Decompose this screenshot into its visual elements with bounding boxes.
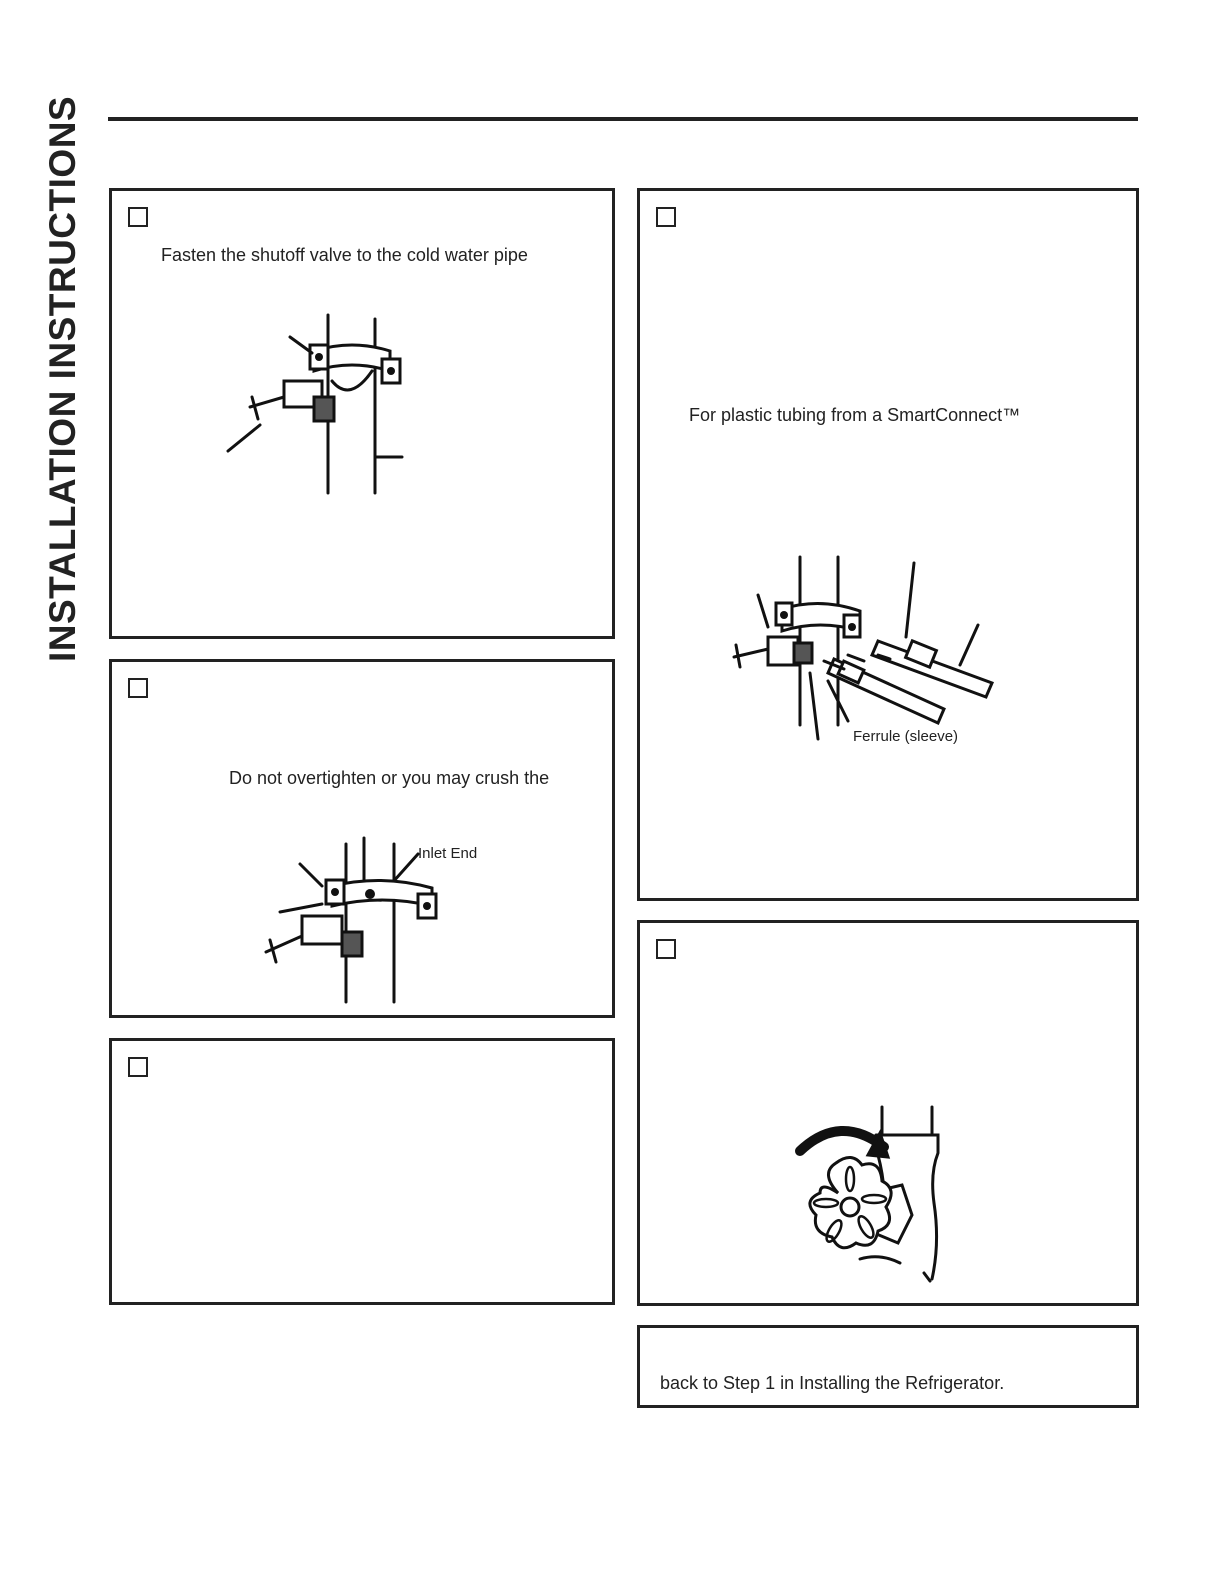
shutoff-valve-illustration <box>222 309 422 509</box>
note-text: back to Step 1 in Installing the Refrigerator. <box>660 1373 1005 1393</box>
clamp-illustration <box>262 834 462 1014</box>
header-rule <box>108 117 1138 121</box>
note-panel <box>637 1325 1139 1408</box>
step-text: Fasten the shutoff valve to the cold water pipe <box>161 245 528 265</box>
ferrule-label: Ferrule (sleeve) <box>853 728 959 745</box>
step-checkbox[interactable] <box>128 678 148 698</box>
step-checkbox[interactable] <box>128 207 148 227</box>
valve-handle-illustration <box>790 1103 960 1283</box>
step-checkbox[interactable] <box>656 207 676 227</box>
step-checkbox[interactable] <box>128 1057 148 1077</box>
step-panel-open-valve <box>637 920 1139 1306</box>
step-panel-tighten-clamp <box>109 659 615 1018</box>
step-text: For plastic tubing from a SmartConnect™ <box>689 405 1021 425</box>
step-panel-fasten-valve <box>109 188 615 639</box>
step-panel-connect-tubing <box>637 188 1139 901</box>
step-text: Do not overtighten or you may crush the <box>229 768 550 788</box>
inlet-end-label: Inlet End <box>418 845 478 862</box>
step-checkbox[interactable] <box>656 939 676 959</box>
step-panel-empty <box>109 1038 615 1305</box>
tubing-connection-illustration <box>728 553 1008 753</box>
side-title: INSTALLATION INSTRUCTIONS <box>42 95 83 662</box>
